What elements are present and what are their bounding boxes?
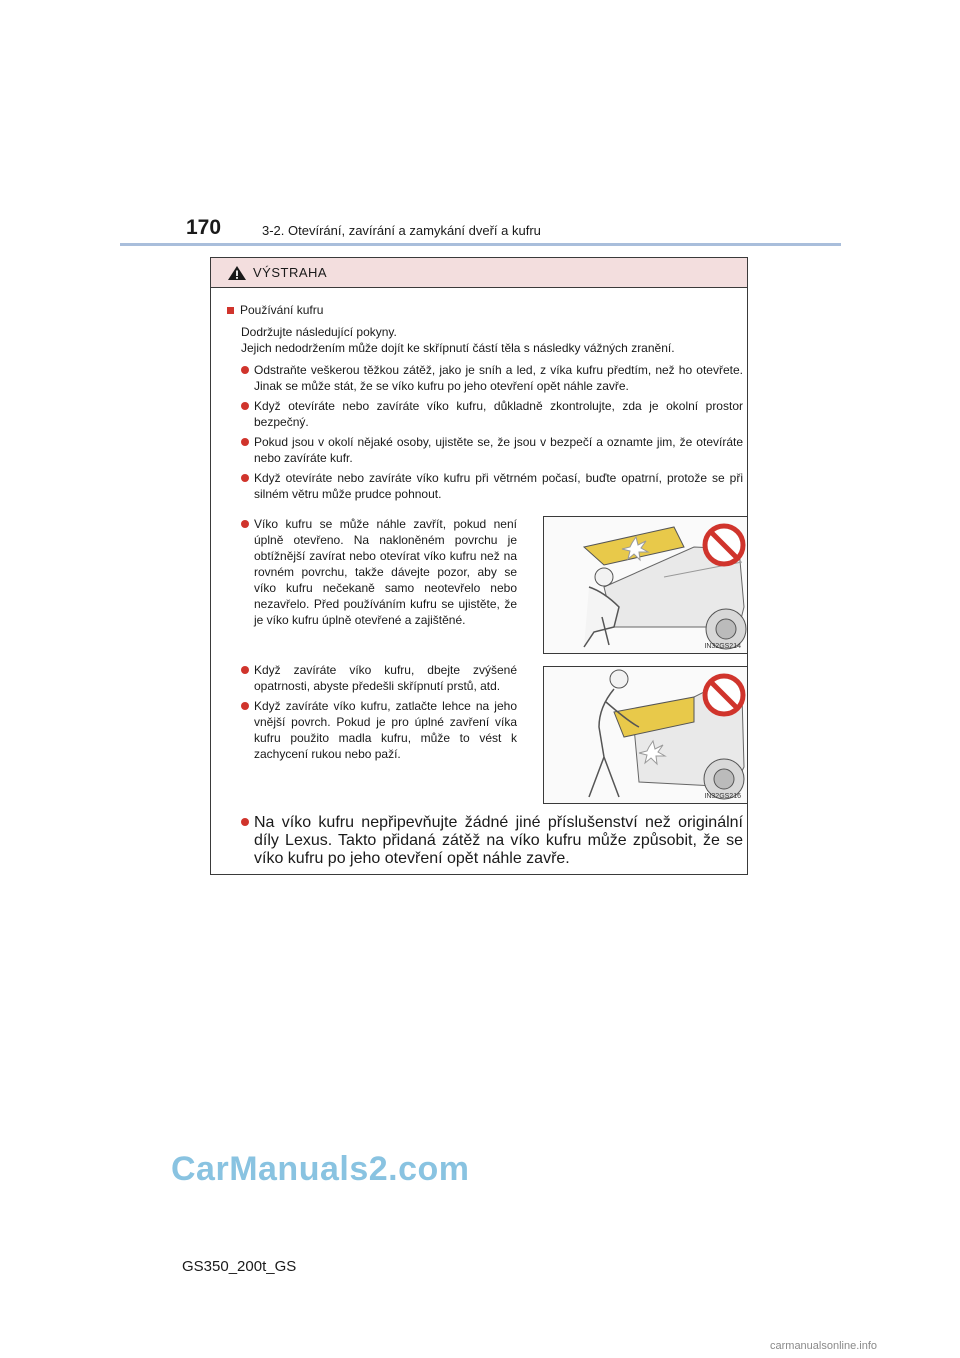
illustration-code: IN32GS214: [704, 643, 741, 650]
header-divider: [120, 243, 841, 246]
bullet-text: Pokud jsou v okolí nějaké osoby, ujistěte se, že jsou v bezpečí a oznamte jim, že otevíráte nebo zavíráte kufr.: [254, 435, 743, 465]
bullet-text: Když otevíráte nebo zavíráte víko kufru při větrném počasí, buďte opatrní, protože se při silném větru může prudce pohnout.: [254, 471, 743, 501]
warning-box: [210, 257, 748, 875]
bullet-dot-icon: [241, 702, 249, 710]
bullet-text: Víko kufru se může náhle zavřít, pokud není úplně otevřeno. Na nakloněném povrchu je obtížnější zavírat nebo otevírat víko kufru než na rovném povrchu, takže dávejte pozor, aby se víko kufru nečekaně samo neotevřelo nebo nezavřelo. Před používáním kufru se ujistěte, že je víko kufru úplně otevřené a zajištěné.: [254, 517, 517, 627]
bullet-item: [241, 662, 517, 694]
trunk-lid-pinch-illustration-icon: [544, 667, 747, 803]
bullet-text: Když zavíráte víko kufru, zatlačte lehce na jeho vnější povrch. Pokud je pro úplné zavření víka kufru použito madla kufru, může to vést k zachycení rukou nebo paží.: [254, 699, 517, 761]
footer-model-code: GS350_200t_GS: [182, 1258, 297, 1275]
page-number: 170: [186, 216, 222, 239]
site-watermark: carmanualsonline.info: [770, 1340, 878, 1352]
bullet-dot-icon: [241, 818, 249, 826]
bullet-text: Když zavíráte víko kufru, dbejte zvýšené opatrnosti, abyste předešli skřípnutí prstů, atd.: [254, 663, 517, 693]
warning-label: VÝSTRAHA: [253, 265, 328, 280]
bullet-dot-icon: [241, 666, 249, 674]
bullet-dot-icon: [241, 366, 249, 374]
section-header-title: 3-2. Otevírání, zavírání a zamykání dveří a kufru: [262, 223, 541, 238]
warning-section-title: [227, 302, 743, 318]
intro-line: Dodržujte následující pokyny.: [241, 325, 397, 339]
intro-line: Jejich nedodržením může dojít ke skřípnutí částí těla s následky vážných zranění.: [241, 341, 675, 355]
final-bullet-row: [227, 810, 743, 868]
bullet-dot-icon: [241, 474, 249, 482]
trunk-illustration-1: [543, 516, 748, 654]
bullet-item: [241, 362, 743, 394]
bullet-row-with-image-1: [227, 512, 743, 650]
bullet-dot-icon: [241, 402, 249, 410]
square-bullet-icon: [227, 307, 234, 314]
bullet-item: [241, 434, 743, 466]
bullet-item: [241, 516, 517, 628]
bullet-row-with-image-2: [227, 662, 743, 800]
bullet-dot-icon: [241, 438, 249, 446]
warning-triangle-icon: [227, 265, 247, 281]
bullet-item: [241, 470, 743, 502]
bullet-item: [241, 398, 743, 430]
trunk-illustration-2: [543, 666, 748, 804]
trunk-lid-closing-illustration-icon: [544, 517, 747, 653]
bullet-item: [241, 814, 743, 868]
bullet-item: [241, 698, 517, 762]
bullet-dot-icon: [241, 520, 249, 528]
warning-section-title-text: Používání kufru: [240, 303, 324, 317]
bullet-text: Na víko kufru nepřipevňujte žádné jiné příslušenství než originální díly Lexus. Takto přidaná zátěž na víko kufru může způsobit, že se víko kufru po jeho otevření opět náhle zavře.: [254, 814, 743, 867]
watermark-logo: CarManuals2.com: [171, 1150, 470, 1188]
illustration-code: IN32GS216: [704, 793, 741, 800]
bullet-text: Když otevíráte nebo zavíráte víko kufru, důkladně zkontrolujte, zda je okolní prostor bezpečný.: [254, 399, 743, 429]
warning-content: [227, 302, 743, 502]
bullet-text: Odstraňte veškerou těžkou zátěž, jako je sníh a led, z víka kufru předtím, než ho otevřete. Jinak se může stát, že se víko kufru po jeho otevření opět náhle zavře.: [254, 363, 743, 393]
warning-header: [211, 258, 747, 288]
